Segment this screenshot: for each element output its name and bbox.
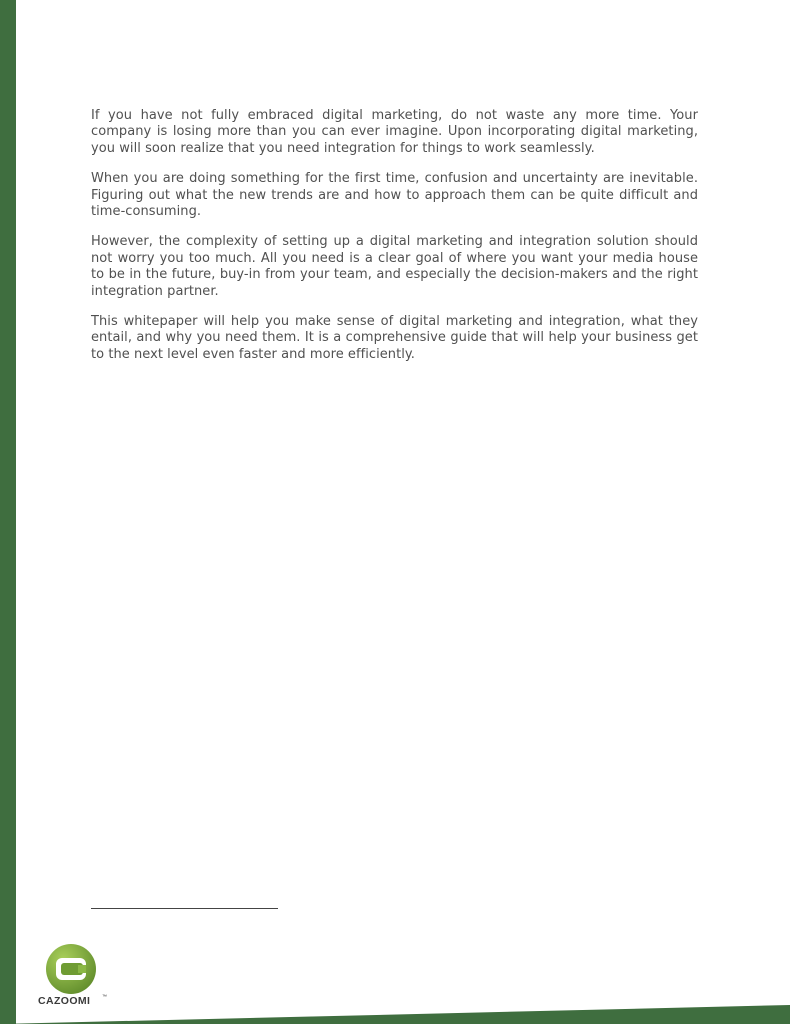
cazoomi-logo <box>36 943 112 1009</box>
paragraph-intro: If you have not fully embraced digital marketing, do not waste any more time. Your company is losing more than you can ever imagine. Upon incorporating digital marketing, you will soon realize that you need integration for things to work seamlessly. <box>91 108 698 156</box>
paragraph-complexity: However, the complexity of setting up a digital marketing and integration solution should not worry you too much. All you need is a clear goal of where you want your media house to be in the future, buy-in from your team, and especially the decision-makers and the right integration partner. <box>91 234 698 299</box>
trademark-symbol: ™ <box>102 994 107 1000</box>
cazoomi-logo-text: CAZOOMI <box>38 995 91 1007</box>
document-body <box>91 108 698 377</box>
left-decorative-bar <box>0 0 16 1024</box>
footnote-separator <box>91 908 278 909</box>
bottom-decorative-band <box>0 990 790 1024</box>
paragraph-whitepaper-purpose: This whitepaper will help you make sense of digital marketing and integration, what they entail, and why you need them. It is a comprehensive guide that will help your business get to the next level even faster and more efficiently. <box>91 314 698 362</box>
cazoomi-logo-mark-icon <box>45 943 97 995</box>
paragraph-confusion: When you are doing something for the first time, confusion and uncertainty are inevitable. Figuring out what the new trends are and how to approach them can be quite difficult and time-consuming. <box>91 171 698 220</box>
